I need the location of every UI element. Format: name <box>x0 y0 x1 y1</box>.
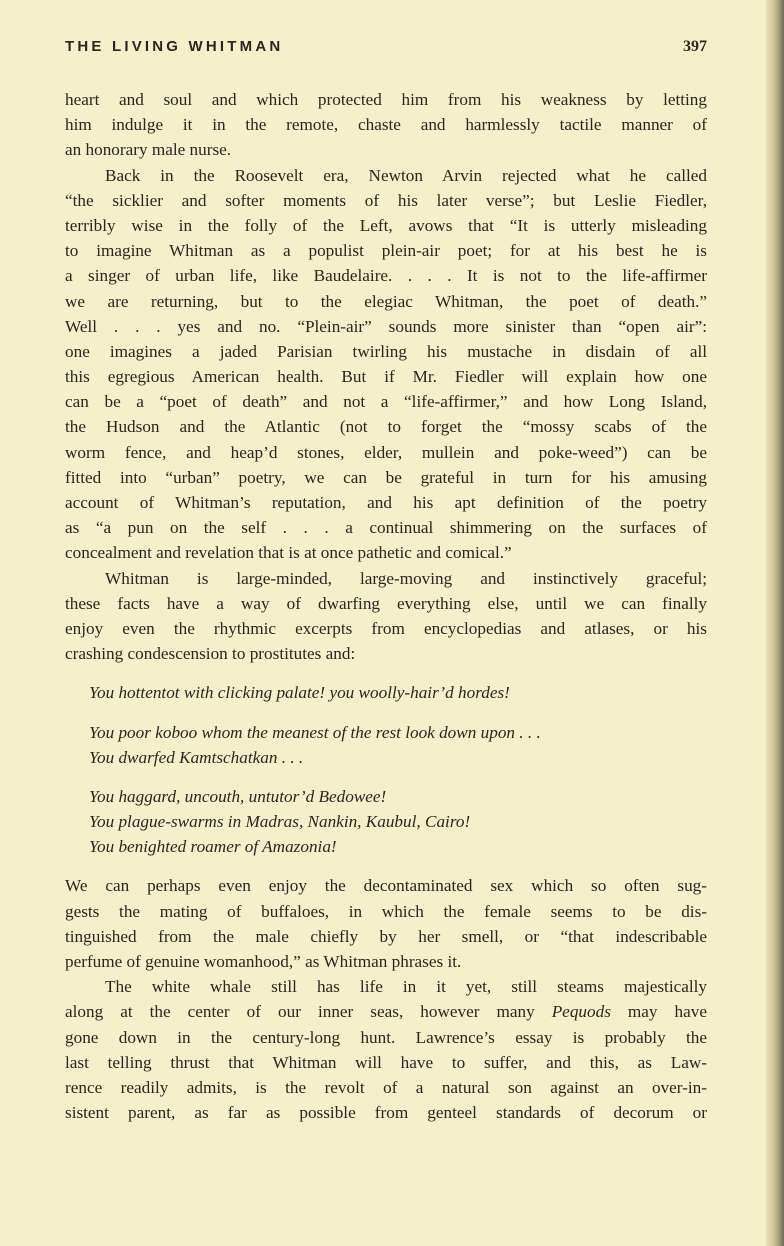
paragraph-continuation <box>65 87 707 163</box>
poem-line: You poor koboo whom the meanest of the rest look down upon . . . <box>89 722 541 742</box>
running-header <box>65 38 707 60</box>
paragraph-white-whale <box>65 974 707 1125</box>
text-line-with-italic <box>65 999 707 1024</box>
text-line: enjoy even the rhythmic excerpts from encyclopedias and atlases, or his <box>65 618 707 638</box>
text-line: we are returning, but to the elegiac Whitman, the poet of death.” <box>65 291 707 311</box>
text-line: a singer of urban life, like Baudelaire. . . . It is not to the life-affirmer <box>65 266 707 286</box>
text-line: fitted into “urban” poetry, we can be grateful in turn for his amusing <box>65 467 707 487</box>
text-line: one imagines a jaded Parisian twirling his mustache in disdain of all <box>65 341 707 361</box>
text-line: worm fence, and heap’d stones, elder, mullein and poke-weed”) can be <box>65 442 707 462</box>
text-line: concealment and revelation that is at once pathetic and comical.” <box>65 543 512 563</box>
body-text <box>65 87 707 1125</box>
poem-stanza <box>65 784 707 860</box>
text-line: as “a pun on the self . . . a continual shimmering on the surfaces of <box>65 518 707 538</box>
paragraph-whitman-graceful <box>65 566 707 667</box>
text-line: The white whale still has life in it yet, still steams majestically <box>105 977 707 997</box>
text-line: “the sicklier and softer moments of his later verse”; but Leslie Fiedler, <box>65 190 707 210</box>
text-line: can be a “poet of death” and not a “life-affirmer,” and how Long Island, <box>65 392 707 412</box>
spacer <box>65 770 707 784</box>
text-line: terribly wise in the folly of the Left, avows that “It is utterly misleading <box>65 215 707 235</box>
poem-stanza <box>65 720 707 770</box>
text-line: the Hudson and the Atlantic (not to forget the “mossy scabs of the <box>65 417 707 437</box>
text-line: to imagine Whitman as a populist plein-air poet; for at his best he is <box>65 241 707 261</box>
poem-quotation <box>65 680 707 859</box>
poem-line: You haggard, uncouth, untutor’d Bedowee! <box>89 786 387 806</box>
text-line: heart and soul and which protected him from his weakness by letting <box>65 90 707 109</box>
running-title: THE LIVING WHITMAN <box>65 38 284 55</box>
text-line: him indulge it in the remote, chaste and harmlessly tactile manner of <box>65 115 707 135</box>
text-line: Well . . . yes and no. “Plein-air” sounds more sinister than “open air”: <box>65 316 707 336</box>
text-line: account of Whitman’s reputation, and his apt definition of the poetry <box>65 493 707 512</box>
poem-line: You hottentot with clicking palate! you woolly-hair’d hordes! <box>89 683 510 703</box>
text-line: crashing condescension to prostitutes and: <box>65 644 356 664</box>
text-line: sistent parent, as far as possible from genteel standards of decorum or <box>65 1103 707 1123</box>
text-line: gests the mating of buffaloes, in which the female seems to be dis- <box>65 901 707 921</box>
text-line: these facts have a way of dwarfing everything else, until we can finally <box>65 593 707 613</box>
text-line: tinguished from the male chiefly by her smell, or “that indescribable <box>65 926 707 946</box>
text-run: may have <box>610 1002 707 1022</box>
ship-name: Pequods <box>551 1002 611 1022</box>
paragraph-arvin-fiedler <box>65 163 707 566</box>
text-line: perfume of genuine womanhood,” as Whitman phrases it. <box>65 952 462 971</box>
text-line: gone down in the century-long hunt. Lawrence’s essay is probably the <box>65 1027 707 1047</box>
text-line: an honorary male nurse. <box>65 140 232 160</box>
text-line: last telling thrust that Whitman will have to suffer, and this, as Law- <box>65 1052 707 1072</box>
spacer <box>65 859 707 873</box>
page-number: 397 <box>683 38 707 55</box>
poem-line: You benighted roamer of Amazonia! <box>89 837 337 857</box>
text-line: Whitman is large-minded, large-moving and instinctively graceful; <box>105 568 707 588</box>
text-run: along at the center of our inner seas, however many <box>65 1002 552 1022</box>
poem-line: You plague-swarms in Madras, Nankin, Kaubul, Cairo! <box>89 812 471 832</box>
text-line: rence readily admits, is the revolt of a natural son against an over-in- <box>65 1077 707 1097</box>
poem-line: You dwarfed Kamtschatkan . . . <box>89 747 304 767</box>
page-edge <box>766 0 784 1246</box>
paragraph-decontaminated-sex <box>65 873 707 974</box>
spacer <box>65 666 707 680</box>
poem-stanza <box>65 680 707 705</box>
text-line: We can perhaps even enjoy the decontaminated sex which so often sug- <box>65 876 707 896</box>
spacer <box>65 706 707 720</box>
text-line: Back in the Roosevelt era, Newton Arvin rejected what he called <box>105 165 707 185</box>
text-line: this egregious American health. But if Mr. Fiedler will explain how one <box>65 367 707 387</box>
